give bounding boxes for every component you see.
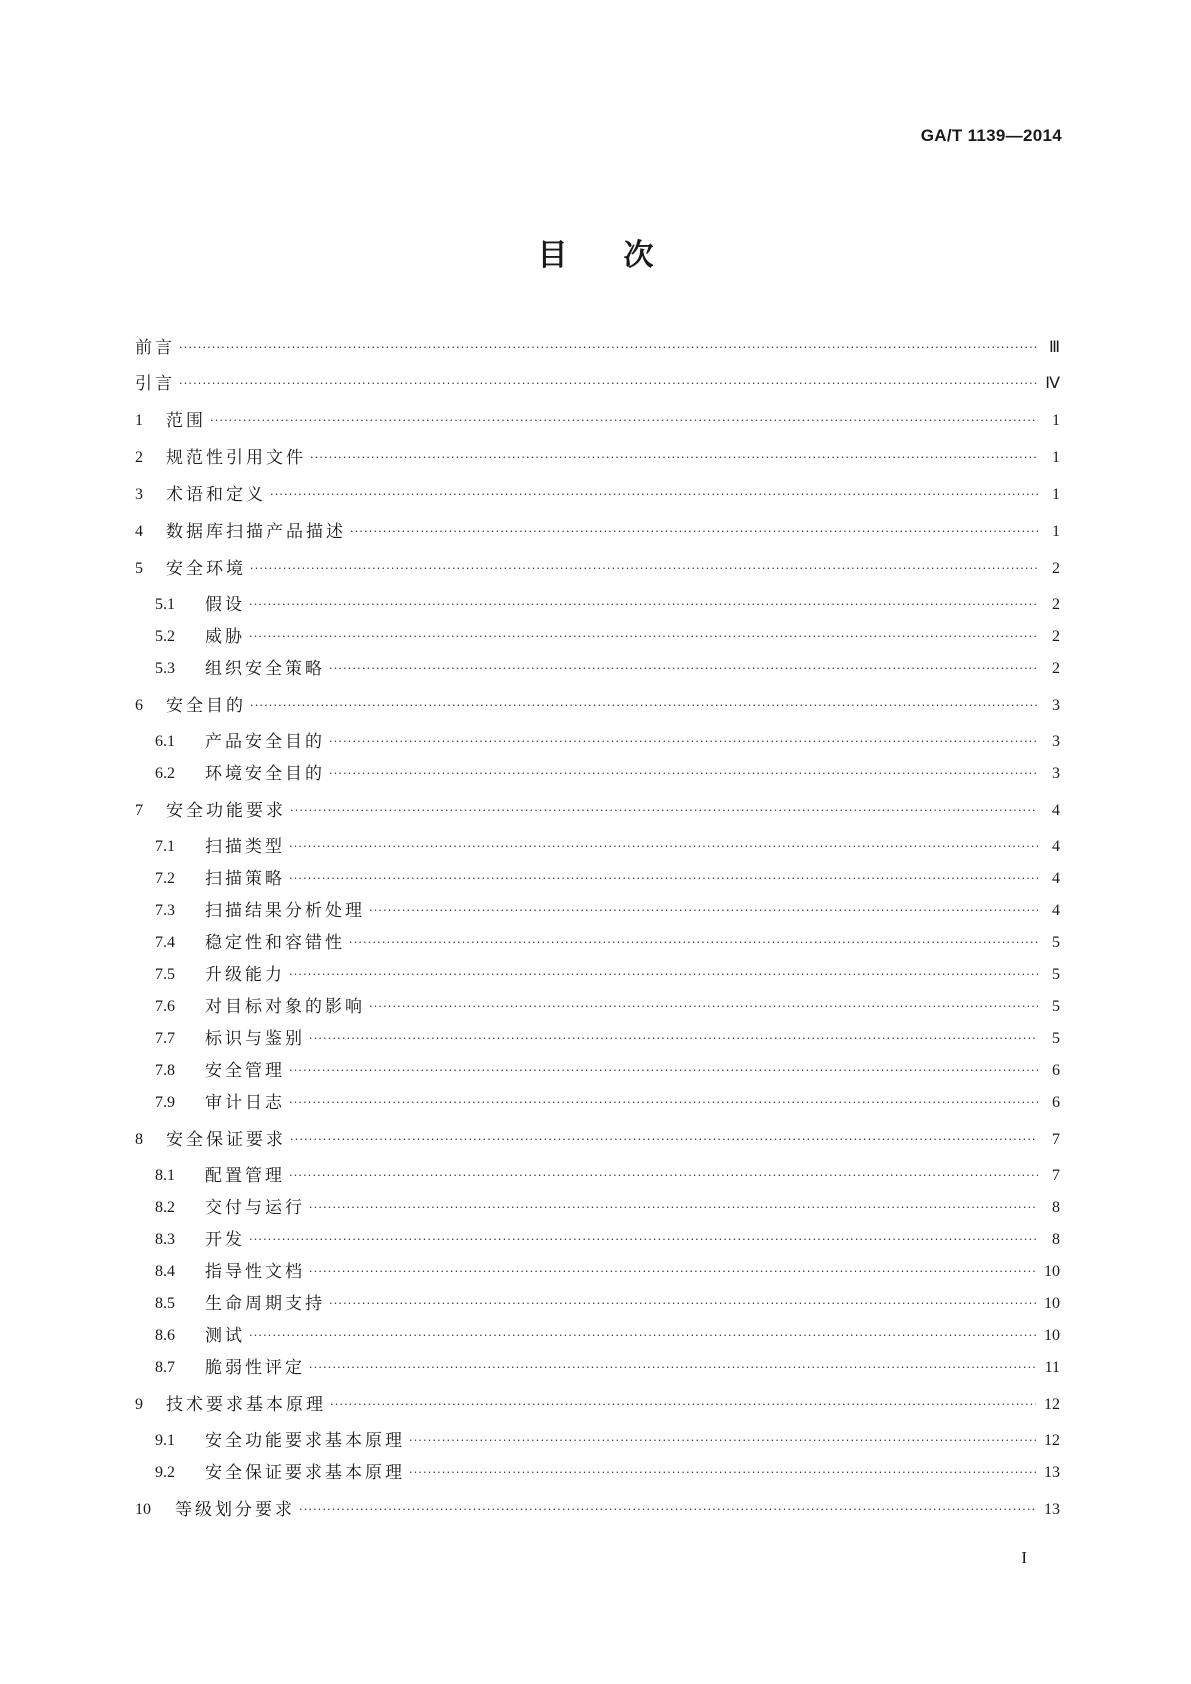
toc-entry-number: 4 [135, 523, 143, 540]
toc-entry-number: 9 [135, 1396, 143, 1413]
toc-entry-page: 2 [1052, 596, 1060, 613]
toc-entry-page: 2 [1052, 628, 1060, 645]
toc-entry-page: 12 [1044, 1396, 1060, 1413]
dot-leader [309, 1355, 1037, 1381]
toc-entry-label: 审计日志 [205, 1093, 285, 1113]
toc-entry-9-2[interactable] [155, 1460, 1060, 1486]
toc-entry-label: 稳定性和容错性 [205, 933, 345, 953]
toc-entry-label: 引言 [135, 374, 175, 394]
dot-leader [289, 1058, 1038, 1084]
dot-leader [329, 761, 1038, 787]
toc-entry-page: 5 [1052, 934, 1060, 951]
toc-entry-7-1[interactable] [155, 834, 1060, 860]
toc-entry-label: 前言 [135, 338, 175, 358]
toc-entry-7-3[interactable] [155, 898, 1060, 924]
dot-leader [289, 1163, 1038, 1189]
toc-entry-number: 7.7 [155, 1030, 175, 1047]
dot-leader [249, 1323, 1036, 1349]
toc-entry-8-3[interactable] [155, 1227, 1060, 1253]
toc-entry-number: 9.1 [155, 1432, 175, 1449]
toc-entry-page: 5 [1052, 1030, 1060, 1047]
dot-leader [369, 898, 1038, 924]
toc-entry-7[interactable] [135, 798, 1060, 824]
toc-entry-page: 10 [1044, 1263, 1060, 1280]
toc-entry-page: 11 [1044, 1359, 1060, 1376]
toc-entry-number: 6 [135, 697, 143, 714]
toc-entry-page: 4 [1052, 802, 1060, 819]
toc-entry-label: 假设 [205, 595, 245, 615]
toc-entry-number: 5.2 [155, 628, 175, 645]
toc-entry-page: 6 [1052, 1094, 1060, 1111]
toc-entry-number: 7.3 [155, 902, 175, 919]
page-number: I [1021, 1548, 1027, 1567]
toc-entry-number: 7.4 [155, 934, 175, 951]
toc-entry-page: 13 [1044, 1464, 1060, 1481]
toc-entry-8-2[interactable] [155, 1195, 1060, 1221]
toc-entry-number: 7.2 [155, 870, 175, 887]
toc-entry-page: 7 [1052, 1167, 1060, 1184]
toc-entry-9-1[interactable] [155, 1428, 1060, 1454]
toc-entry-number: 2 [135, 449, 143, 466]
toc-entry-2[interactable] [135, 445, 1060, 471]
toc-entry-page: 5 [1052, 998, 1060, 1015]
dot-leader [289, 834, 1038, 860]
toc-entry-number: 7.6 [155, 998, 175, 1015]
toc-entry-page: 1 [1052, 523, 1060, 540]
toc-entry-7-9[interactable] [155, 1090, 1060, 1116]
toc-entry-number: 7.9 [155, 1094, 175, 1111]
dot-leader [249, 1227, 1038, 1253]
toc-entry-label: 指导性文档 [205, 1262, 305, 1282]
toc-entry-label: 范围 [166, 411, 206, 431]
toc-entry-1[interactable] [135, 408, 1060, 434]
toc-entry-label: 安全保证要求基本原理 [205, 1463, 405, 1483]
dot-leader [299, 1497, 1036, 1523]
toc-entry-5-1[interactable] [155, 592, 1060, 618]
toc-entry-label: 开发 [205, 1230, 245, 1250]
toc-entry-number: 5.3 [155, 660, 175, 677]
toc-entry-7-6[interactable] [155, 994, 1060, 1020]
toc-entry-label: 配置管理 [205, 1166, 285, 1186]
toc-entry-4[interactable] [135, 519, 1060, 545]
toc-entry-preface[interactable] [135, 335, 1060, 361]
toc-entry-page: 3 [1052, 765, 1060, 782]
toc-entry-5-3[interactable] [155, 656, 1060, 682]
toc-entry-page: 6 [1052, 1062, 1060, 1079]
toc-entry-label: 安全功能要求基本原理 [205, 1431, 405, 1451]
toc-entry-6-1[interactable] [155, 729, 1060, 755]
dot-leader [179, 371, 1037, 397]
dot-leader [309, 1026, 1038, 1052]
toc-entry-label: 安全保证要求 [166, 1130, 286, 1150]
dot-leader [210, 408, 1038, 434]
toc-entry-number: 5.1 [155, 596, 175, 613]
dot-leader [249, 592, 1038, 618]
toc-entry-6-2[interactable] [155, 761, 1060, 787]
dot-leader [329, 1291, 1036, 1317]
toc-entry-label: 标识与鉴别 [205, 1029, 305, 1049]
toc-entry-label: 环境安全目的 [205, 764, 325, 784]
toc-entry-page: 13 [1044, 1501, 1060, 1518]
toc-entry-page: 2 [1052, 560, 1060, 577]
toc-entry-introduction[interactable] [135, 371, 1060, 397]
toc-entry-number: 9.2 [155, 1464, 175, 1481]
page-title: 目次 [537, 238, 710, 273]
toc-entry-number: 8.3 [155, 1231, 175, 1248]
toc-entry-label: 技术要求基本原理 [166, 1395, 326, 1415]
dot-leader [250, 556, 1038, 582]
toc-entry-label: 扫描策略 [205, 869, 285, 889]
dot-leader [349, 930, 1038, 956]
toc-entry-8-6[interactable] [155, 1323, 1060, 1349]
toc-entry-10[interactable] [135, 1497, 1060, 1523]
toc-entry-8-4[interactable] [155, 1259, 1060, 1285]
toc-entry-label: 数据库扫描产品描述 [166, 522, 346, 542]
toc-entry-5-2[interactable] [155, 624, 1060, 650]
dot-leader [270, 482, 1038, 508]
dot-leader [250, 693, 1038, 719]
toc-entry-label: 安全目的 [166, 696, 246, 716]
toc-entry-number: 8.4 [155, 1263, 175, 1280]
toc-entry-number: 8.5 [155, 1295, 175, 1312]
toc-entry-6[interactable] [135, 693, 1060, 719]
toc-entry-label: 对目标对象的影响 [205, 997, 365, 1017]
toc-entry-page: 4 [1052, 870, 1060, 887]
dot-leader [310, 445, 1038, 471]
toc-entry-label: 安全管理 [205, 1061, 285, 1081]
dot-leader [289, 962, 1038, 988]
toc-entry-page: Ⅳ [1045, 375, 1060, 392]
toc-entry-8-1[interactable] [155, 1163, 1060, 1189]
toc-entry-7-5[interactable] [155, 962, 1060, 988]
dot-leader [289, 866, 1038, 892]
toc-entry-page: 1 [1052, 449, 1060, 466]
toc-entry-page: 1 [1052, 486, 1060, 503]
toc-entry-label: 安全环境 [166, 559, 246, 579]
dot-leader [179, 335, 1038, 361]
dot-leader [409, 1428, 1036, 1454]
dot-leader [409, 1460, 1036, 1486]
toc-entry-label: 威胁 [205, 627, 245, 647]
toc-entry-number: 8 [135, 1131, 143, 1148]
toc-entry-number: 6.2 [155, 765, 175, 782]
toc-entry-number: 7.1 [155, 838, 175, 855]
toc-entry-number: 8.2 [155, 1199, 175, 1216]
toc-entry-page: 2 [1052, 660, 1060, 677]
toc-entry-number: 8.6 [155, 1327, 175, 1344]
toc-entry-label: 生命周期支持 [205, 1294, 325, 1314]
toc-entry-8-5[interactable] [155, 1291, 1060, 1317]
toc-entry-page: Ⅲ [1048, 339, 1060, 356]
toc-entry-number: 10 [135, 1501, 151, 1518]
toc-entry-8-7[interactable] [155, 1355, 1060, 1381]
toc-entry-3[interactable] [135, 482, 1060, 508]
dot-leader [289, 1090, 1038, 1116]
toc-entry-label: 产品安全目的 [205, 732, 325, 752]
dot-leader [329, 656, 1038, 682]
dot-leader [309, 1259, 1036, 1285]
toc-entry-8[interactable] [135, 1127, 1060, 1153]
toc-entry-label: 组织安全策略 [205, 659, 325, 679]
toc-entry-label: 规范性引用文件 [166, 448, 306, 468]
toc-entry-page: 3 [1052, 697, 1060, 714]
toc-entry-number: 1 [135, 412, 143, 429]
dot-leader [290, 798, 1038, 824]
toc-entry-label: 脆弱性评定 [205, 1358, 305, 1378]
toc-entry-5[interactable] [135, 556, 1060, 582]
toc-entry-page: 7 [1052, 1131, 1060, 1148]
dot-leader [350, 519, 1038, 545]
toc-entry-page: 3 [1052, 733, 1060, 750]
toc-entry-label: 扫描结果分析处理 [205, 901, 365, 921]
toc-entry-number: 7.5 [155, 966, 175, 983]
dot-leader [249, 624, 1038, 650]
toc-entry-number: 6.1 [155, 733, 175, 750]
dot-leader [290, 1127, 1038, 1153]
toc-entry-7-7[interactable] [155, 1026, 1060, 1052]
toc-entry-page: 8 [1052, 1199, 1060, 1216]
dot-leader [329, 729, 1038, 755]
dot-leader [330, 1392, 1036, 1418]
standard-number: GA/T 1139—2014 [920, 126, 1062, 145]
toc-entry-page: 8 [1052, 1231, 1060, 1248]
toc-entry-label: 交付与运行 [205, 1198, 305, 1218]
toc-entry-number: 7 [135, 802, 143, 819]
toc-entry-label: 测试 [205, 1326, 245, 1346]
toc-entry-label: 扫描类型 [205, 837, 285, 857]
toc-entry-number: 7.8 [155, 1062, 175, 1079]
toc-entry-page: 4 [1052, 902, 1060, 919]
toc-entry-number: 5 [135, 560, 143, 577]
toc-entry-page: 1 [1052, 412, 1060, 429]
toc-entry-label: 术语和定义 [166, 485, 266, 505]
toc-entry-number: 3 [135, 486, 143, 503]
toc-entry-7-2[interactable] [155, 866, 1060, 892]
dot-leader [309, 1195, 1038, 1221]
toc-entry-7-8[interactable] [155, 1058, 1060, 1084]
toc-entry-page: 4 [1052, 838, 1060, 855]
toc-entry-label: 升级能力 [205, 965, 285, 985]
toc-entry-label: 等级划分要求 [175, 1500, 295, 1520]
toc-entry-number: 8.1 [155, 1167, 175, 1184]
toc-entry-page: 10 [1044, 1295, 1060, 1312]
toc-entry-9[interactable] [135, 1392, 1060, 1418]
toc-entry-number: 8.7 [155, 1359, 175, 1376]
toc-entry-label: 安全功能要求 [166, 801, 286, 821]
toc-entry-7-4[interactable] [155, 930, 1060, 956]
toc-entry-page: 10 [1044, 1327, 1060, 1344]
toc-entry-page: 5 [1052, 966, 1060, 983]
toc-entry-page: 12 [1044, 1432, 1060, 1449]
dot-leader [369, 994, 1038, 1020]
